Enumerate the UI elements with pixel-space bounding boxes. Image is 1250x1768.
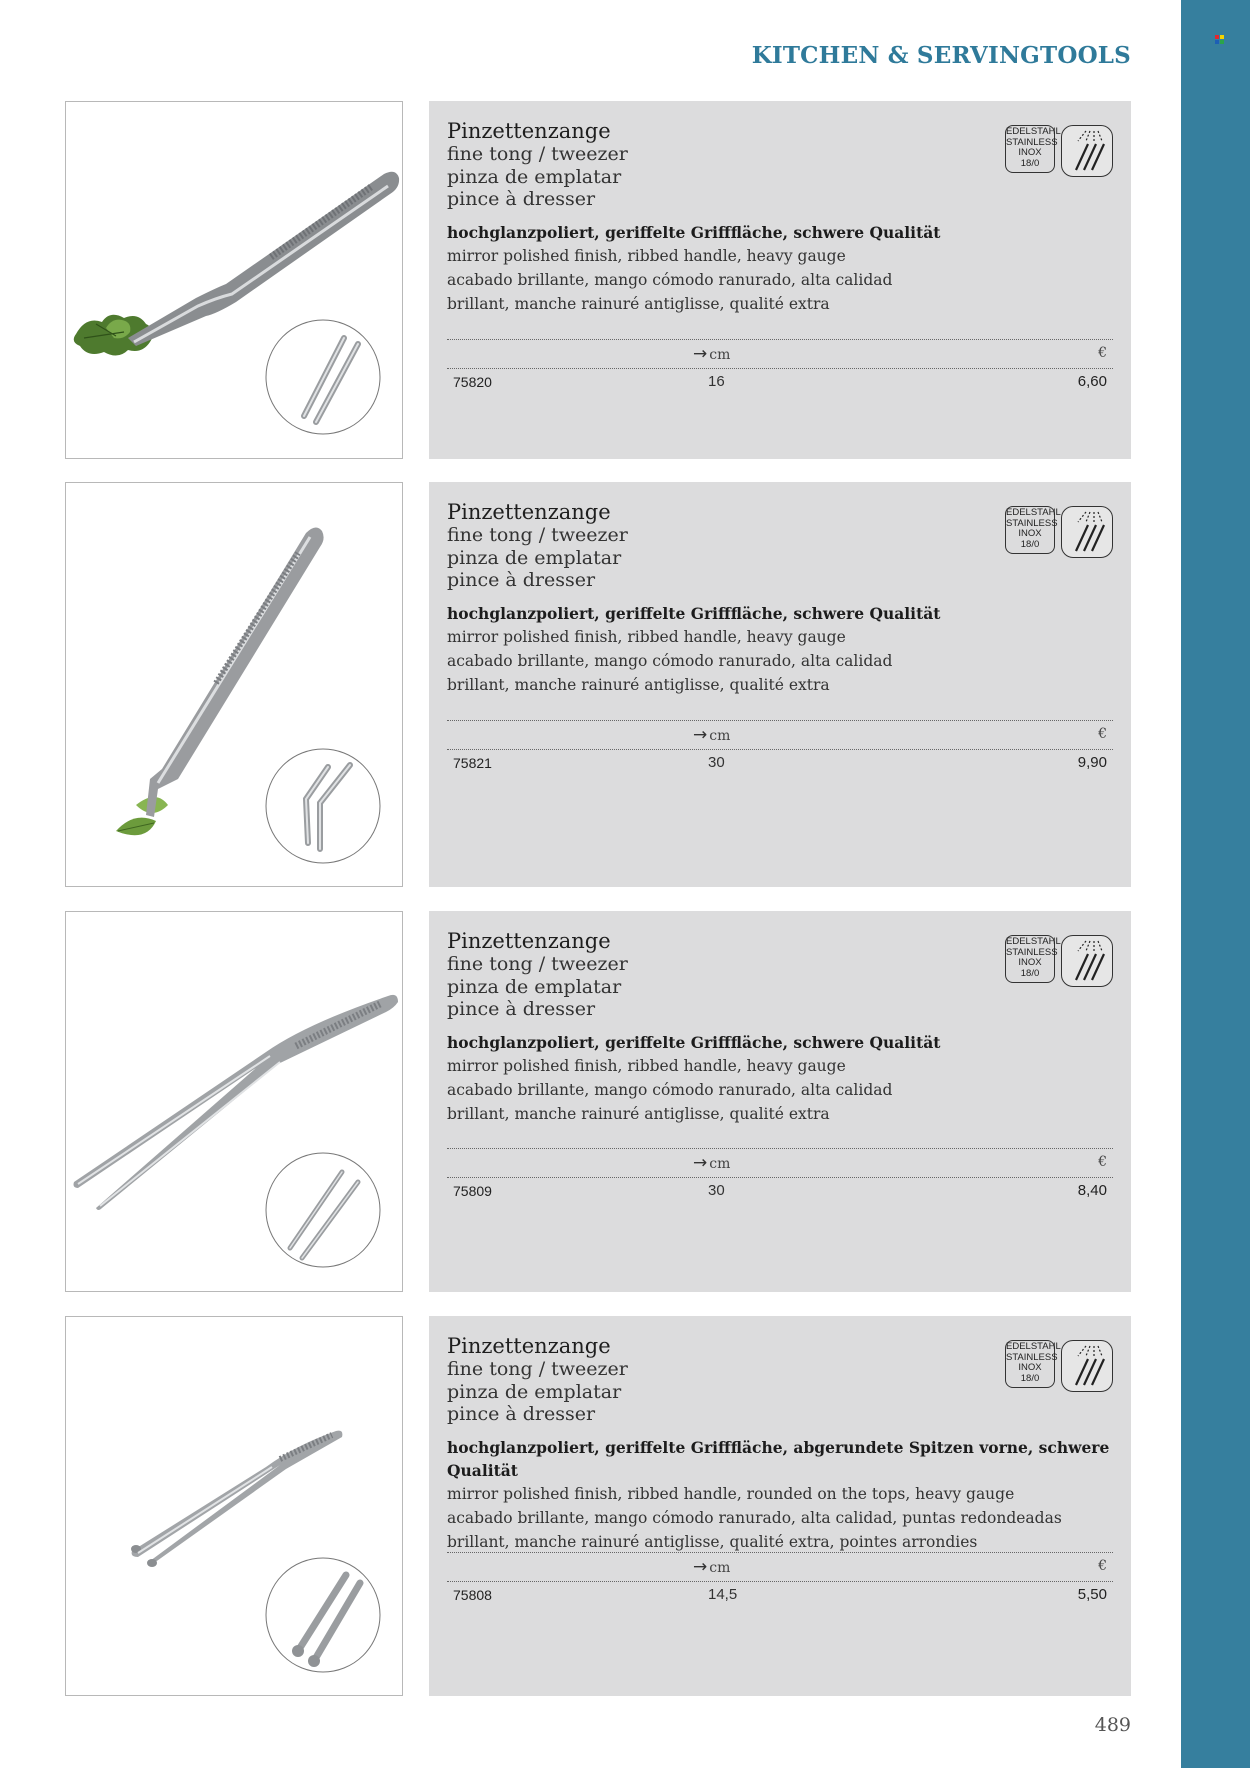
- offset-tweezer-image: [128, 172, 399, 346]
- product-description: [447, 1436, 1117, 1554]
- product-info-panel: [429, 1316, 1131, 1696]
- product-card: [65, 1316, 1131, 1696]
- product-photo: [65, 101, 403, 459]
- arrow-right-icon: →: [693, 725, 708, 745]
- product-photo: [65, 911, 403, 1292]
- product-names: [447, 929, 628, 1021]
- product-name-de: Pinzettenzange: [447, 119, 611, 143]
- stainless-steel-badge: EDELSTAHL STAINLESS INOX 18/0: [1005, 125, 1055, 173]
- description-de: hochglanzpoliert, geriffelte Grifffläche, schwere Qualität: [447, 1033, 941, 1052]
- short-round-tip-tweezer-image: [131, 1431, 342, 1567]
- price-column-header: €: [1098, 1558, 1107, 1574]
- description-fr: brillant, manche rainuré antiglisse, qualité extra: [447, 1105, 830, 1123]
- length-column-header: → cm: [693, 1557, 731, 1577]
- description-fr: brillant, manche rainuré antiglisse, qualité extra, pointes arrondies: [447, 1533, 978, 1551]
- length-value: 30: [708, 754, 725, 771]
- article-number: 75821: [453, 755, 492, 771]
- product-name-en: fine tong / tweezer: [447, 1358, 628, 1380]
- description-de: hochglanzpoliert, geriffelte Grifffläche, abgerundete Spitzen vorne, schwere Qualität: [447, 1438, 1110, 1480]
- tip-detail-inset: [266, 749, 380, 863]
- arrow-right-icon: →: [693, 1557, 708, 1577]
- dishwasher-safe-icon: [1061, 1340, 1113, 1392]
- side-band: [1181, 0, 1250, 1768]
- product-card: [65, 911, 1131, 1292]
- description-en: mirror polished finish, ribbed handle, heavy gauge: [447, 1057, 846, 1075]
- product-description: [447, 602, 1087, 697]
- arrow-right-icon: →: [693, 1153, 708, 1173]
- length-value: 14,5: [708, 1586, 738, 1603]
- product-names: [447, 119, 628, 211]
- dishwasher-safe-icon: [1061, 506, 1113, 558]
- leaf-garnish-icon: [116, 797, 168, 835]
- tip-detail-inset: [266, 320, 380, 434]
- product-badges: [1005, 1340, 1113, 1392]
- page-number: 489: [1094, 1714, 1131, 1736]
- product-name-en: fine tong / tweezer: [447, 143, 628, 165]
- product-names: [447, 1334, 628, 1426]
- length-column-header: → cm: [693, 344, 731, 364]
- description-fr: brillant, manche rainuré antiglisse, qualité extra: [447, 295, 830, 313]
- stainless-steel-badge: EDELSTAHL STAINLESS INOX 18/0: [1005, 935, 1055, 983]
- length-column-header: → cm: [693, 725, 731, 745]
- description-fr: brillant, manche rainuré antiglisse, qualité extra: [447, 676, 830, 694]
- description-es: acabado brillante, mango cómodo ranurado, alta calidad, puntas redondeadas: [447, 1509, 1062, 1527]
- price-value: 6,60: [1077, 373, 1107, 390]
- product-name-fr: pince à dresser: [447, 1403, 596, 1425]
- product-name-fr: pince à dresser: [447, 569, 596, 591]
- product-names: [447, 500, 628, 592]
- product-card: [65, 482, 1131, 887]
- tip-detail-inset: [266, 1153, 380, 1267]
- product-name-en: fine tong / tweezer: [447, 953, 628, 975]
- tip-detail-inset: [266, 1558, 380, 1672]
- product-badges: [1005, 935, 1113, 987]
- description-en: mirror polished finish, ribbed handle, rounded on the tops, heavy gauge: [447, 1485, 1015, 1503]
- article-number: 75820: [453, 374, 492, 390]
- product-description: [447, 221, 1087, 316]
- print-registration-mark: [1215, 35, 1224, 44]
- arrow-right-icon: →: [693, 344, 708, 364]
- article-number: 75809: [453, 1183, 492, 1199]
- length-value: 30: [708, 1182, 725, 1199]
- dishwasher-safe-icon: [1061, 935, 1113, 987]
- description-es: acabado brillante, mango cómodo ranurado, alta calidad: [447, 652, 893, 670]
- product-name-de: Pinzettenzange: [447, 929, 611, 953]
- product-info-panel: [429, 101, 1131, 459]
- product-description: [447, 1031, 1087, 1126]
- description-es: acabado brillante, mango cómodo ranurado, alta calidad: [447, 271, 893, 289]
- product-name-fr: pince à dresser: [447, 188, 596, 210]
- stainless-steel-badge: EDELSTAHL STAINLESS INOX 18/0: [1005, 506, 1055, 554]
- description-de: hochglanzpoliert, geriffelte Grifffläche, schwere Qualität: [447, 223, 941, 242]
- product-name-fr: pince à dresser: [447, 998, 596, 1020]
- article-number: 75808: [453, 1587, 492, 1603]
- product-photo: [65, 1316, 403, 1696]
- product-name-es: pinza de emplatar: [447, 1380, 622, 1403]
- stainless-steel-badge: EDELSTAHL STAINLESS INOX 18/0: [1005, 1340, 1055, 1388]
- description-en: mirror polished finish, ribbed handle, heavy gauge: [447, 628, 846, 646]
- product-photo: [65, 482, 403, 887]
- dishwasher-safe-icon: [1061, 125, 1113, 177]
- product-name-de: Pinzettenzange: [447, 500, 611, 524]
- price-value: 9,90: [1077, 754, 1107, 771]
- price-column-header: €: [1098, 345, 1107, 361]
- description-es: acabado brillante, mango cómodo ranurado, alta calidad: [447, 1081, 893, 1099]
- product-info-panel: [429, 482, 1131, 887]
- product-name-de: Pinzettenzange: [447, 1334, 611, 1358]
- length-column-header: → cm: [693, 1153, 731, 1173]
- product-name-es: pinza de emplatar: [447, 975, 622, 998]
- product-card: [65, 101, 1131, 459]
- product-name-en: fine tong / tweezer: [447, 524, 628, 546]
- length-value: 16: [708, 373, 725, 390]
- description-de: hochglanzpoliert, geriffelte Grifffläche, schwere Qualität: [447, 604, 941, 623]
- product-badges: [1005, 506, 1113, 558]
- price-value: 5,50: [1077, 1586, 1107, 1603]
- page-title: KITCHEN & SERVINGTOOLS: [751, 42, 1131, 69]
- product-info-panel: [429, 911, 1131, 1292]
- description-en: mirror polished finish, ribbed handle, heavy gauge: [447, 247, 846, 265]
- product-name-es: pinza de emplatar: [447, 165, 622, 188]
- price-column-header: €: [1098, 1154, 1107, 1170]
- product-badges: [1005, 125, 1113, 177]
- price-column-header: €: [1098, 726, 1107, 742]
- price-value: 8,40: [1077, 1182, 1107, 1199]
- product-name-es: pinza de emplatar: [447, 546, 622, 569]
